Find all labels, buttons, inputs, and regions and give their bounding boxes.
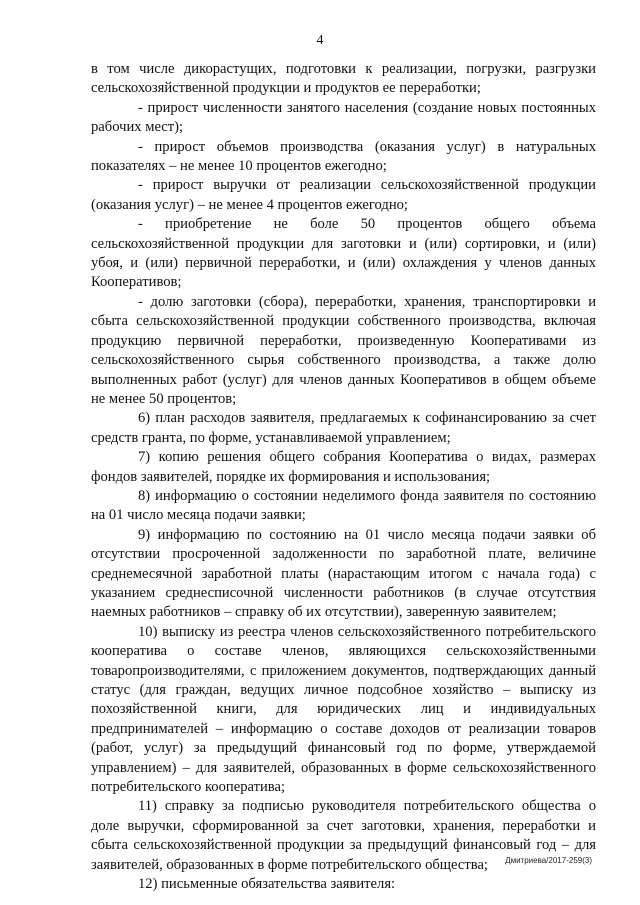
list-item-purchase-share: - приобретение не боле 50 процентов общего объема сельскохозяйственной продукции для заготовки и (или) сортировки, и (или) убоя, и (или) первичной переработки, и (или) охлаждения у членов данных Кооперативов; [91, 216, 596, 291]
document-footer-code: Дмитриева/2017-259(3) [505, 856, 592, 865]
paragraph-item-9: 9) информацию по состоянию на 01 число месяца подачи заявки об отсутствии просроченной задолженности по заработной плате, величине среднемесячной заработной платы (нарастающим итогом с начала года) с указанием среднесписочной численности работников (в случае отсутствия наемных работников – справку об их отсутствии), заверенную заявителем; [91, 526, 596, 621]
document-body [91, 60, 596, 894]
paragraph-item-12: 12) письменные обязательства заявителя: [138, 876, 396, 893]
paragraph-item-10: 10) выписку из реестра членов сельскохозяйственного потребительского кооператива о составе членов, являющихся сельскохозяйственными товаропроизводителями, с приложением документов, подтверждающих данный статус (для граждан, ведущих личное подсобное хозяйство – выписку из похозяйственной книги, для юридических лиц и индивидуальных предпринимателей – информацию о составе доходов от реализации товаров (работ, услуг) за предыдущий финансовый год по форме, утверждаемой управлением) – для заявителей, образованных в форме сельскохозяйственного потребительского кооператива; [91, 623, 596, 796]
paragraph-continuation: в том числе дикорастущих, подготовки к реализации, погрузки, разгрузки сельскохозяйственной продукции и продуктов ее переработки; [91, 61, 596, 97]
list-item-revenue-growth: - прирост выручки от реализации сельскохозяйственной продукции (оказания услуг) – не менее 4 процентов ежегодно; [91, 177, 596, 213]
list-item-production-growth: - прирост объемов производства (оказания услуг) в натуральных показателях – не менее 10 процентов ежегодно; [91, 138, 596, 175]
paragraph-item-6: 6) план расходов заявителя, предлагаемых к софинансированию за счет средств гранта, по форме, устанавливаемой управлением; [91, 410, 596, 446]
page-number: 4 [316, 33, 324, 48]
list-item-procurement-share: - долю заготовки (сбора), переработки, хранения, транспортировки и сбыта сельскохозяйственной продукции собственного производства, включая продукцию первичной переработки, произведенную Кооперативами из сельскохозяйственного сырья собственного производства, а также долю выполненных работ (услуг) для членов данных Кооперативов в общем объеме не менее 50 процентов; [91, 293, 596, 407]
paragraph-item-8: 8) информацию о состоянии неделимого фонда заявителя по состоянию на 01 число месяца подачи заявки; [91, 487, 596, 524]
paragraph-item-7: 7) копию решения общего собрания Кооператива о видах, размерах фондов заявителей, порядке их формирования и использования; [91, 449, 596, 485]
list-item-employment-growth: - прирост численности занятого населения (создание новых постоянных рабочих мест); [91, 99, 596, 136]
paragraph-item-11: 11) справку за подписью руководителя потребительского общества о доле выручки, сформированной за счет заготовки, хранения, переработки и сбыта сельскохозяйственной продукции за предыдущий финансовый год – для заявителей, образованных в форме потребительского общества; [91, 798, 596, 873]
